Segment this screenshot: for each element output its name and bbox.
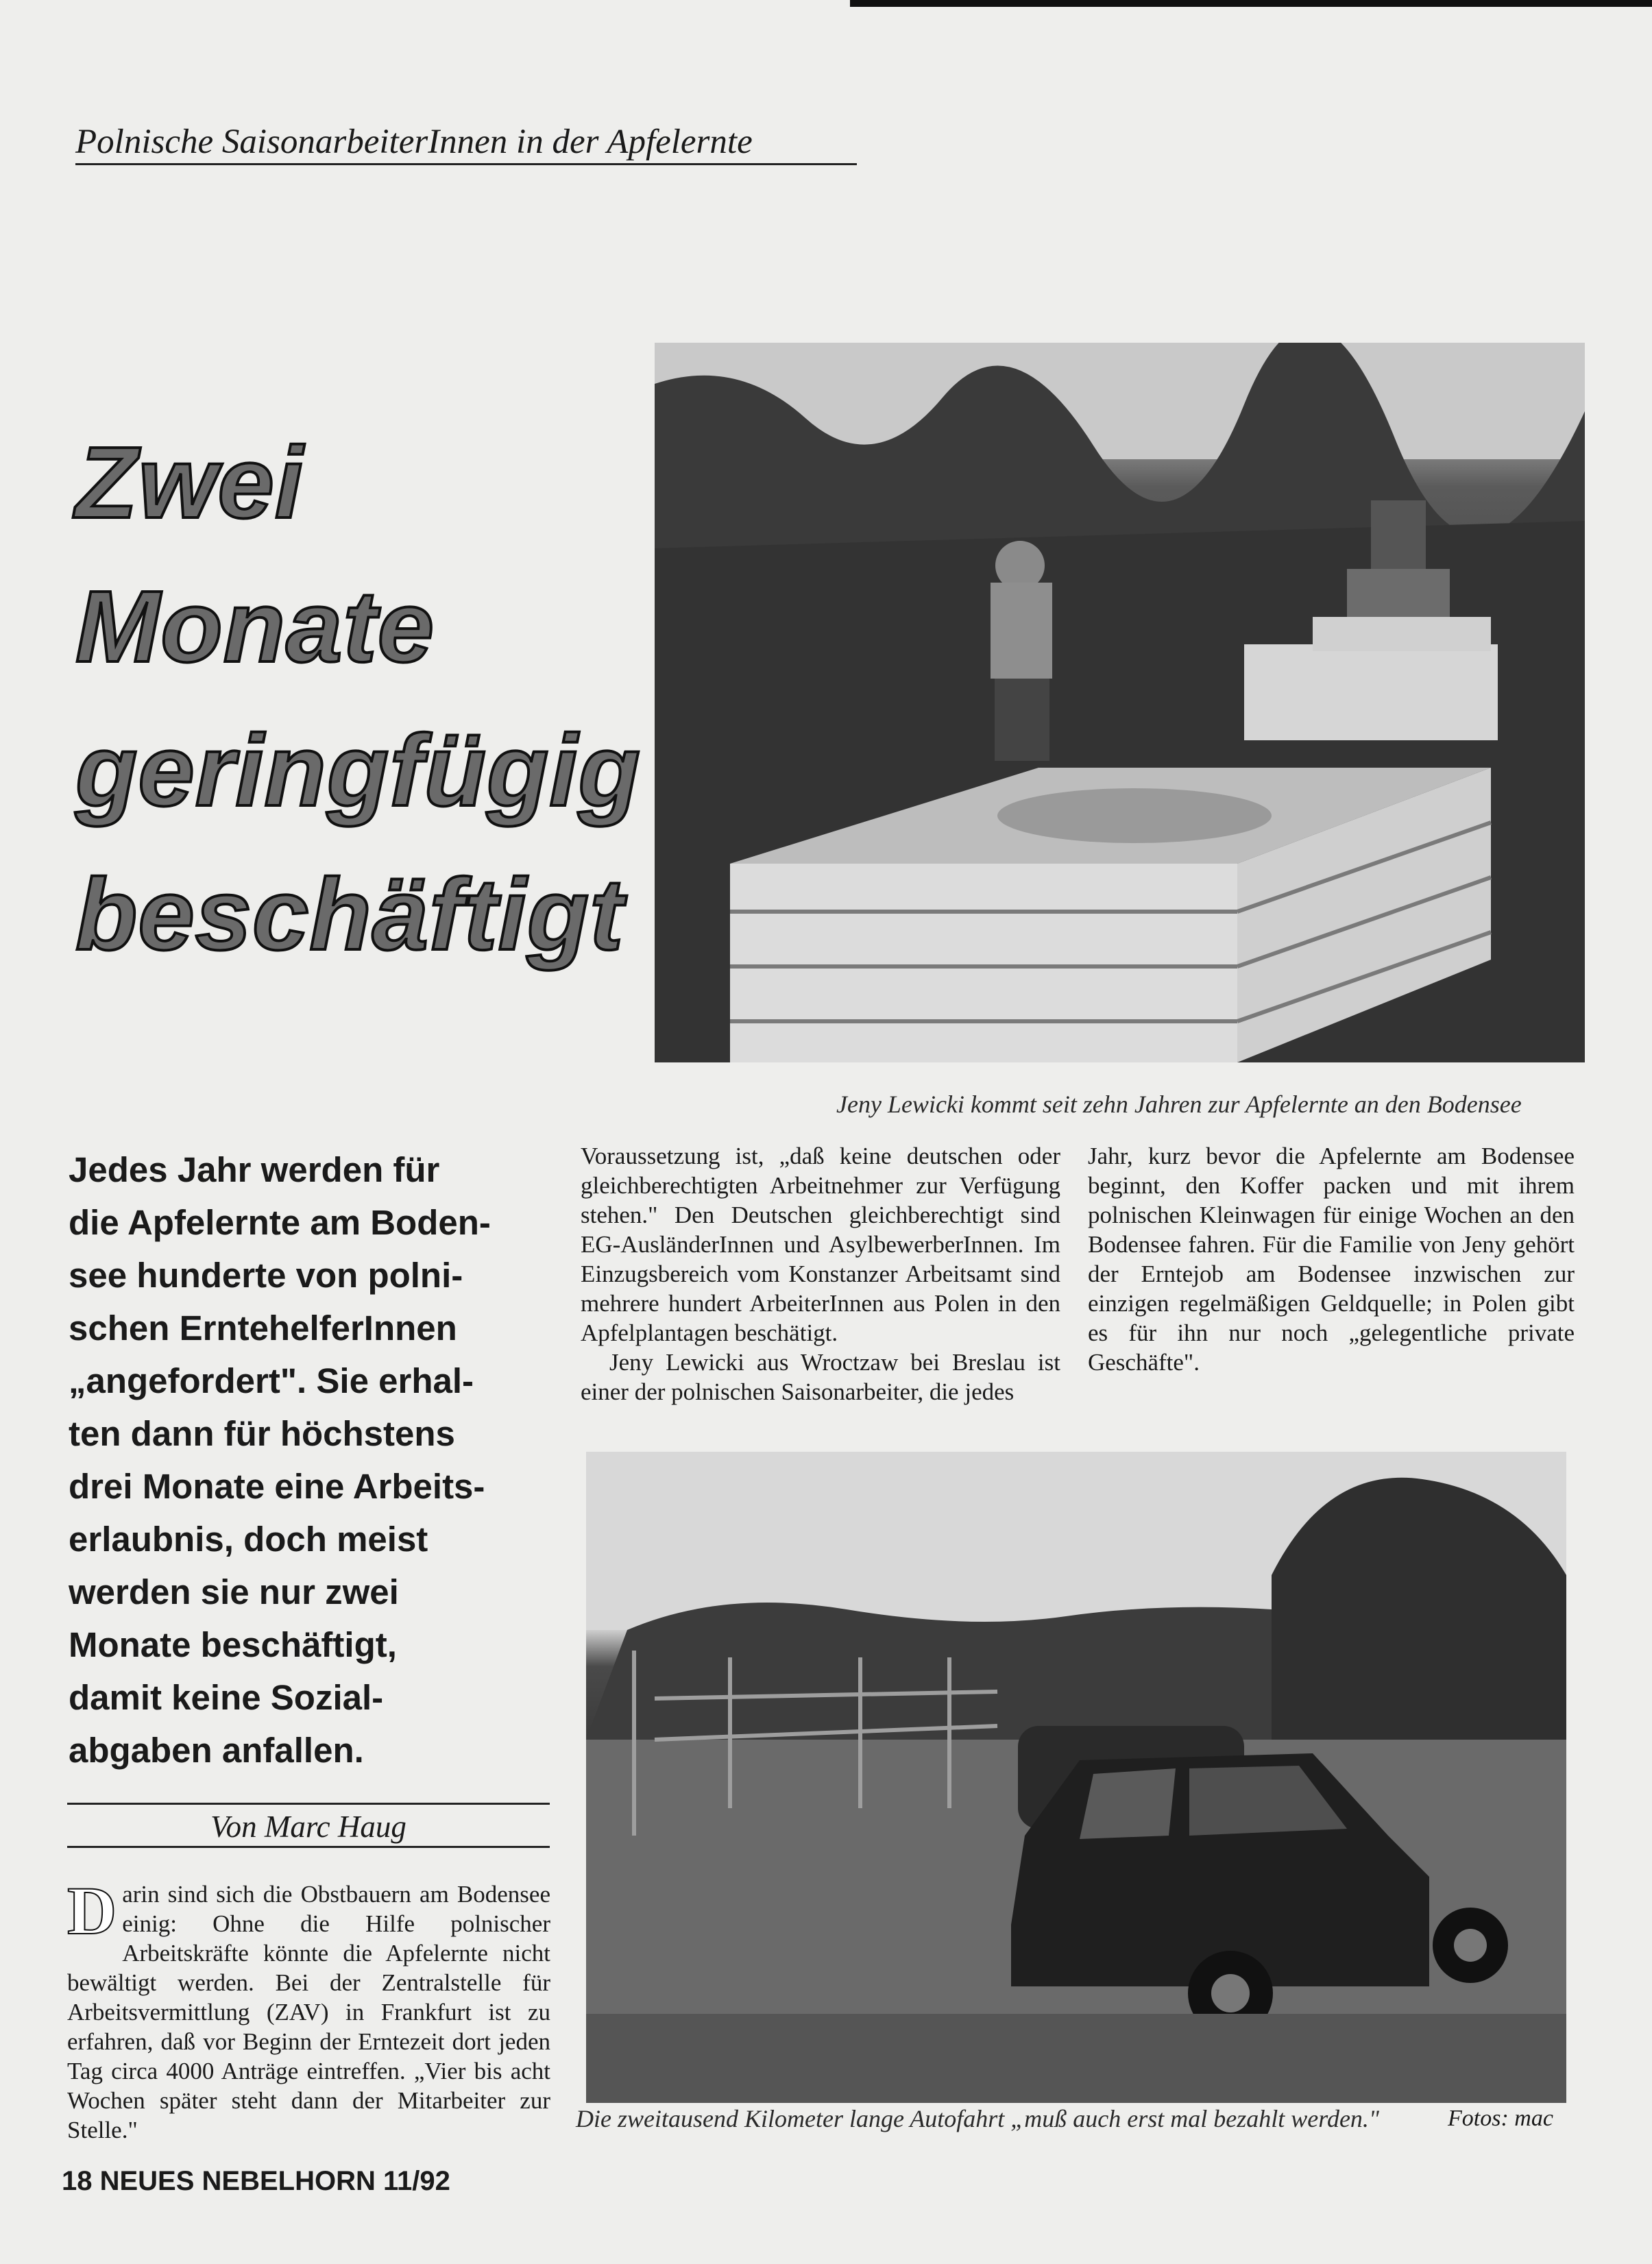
drop-cap: D	[67, 1873, 117, 1949]
lead-line: „angefordert". Sie erhal-	[69, 1361, 474, 1400]
photo-caption: Die zweitausend Kilometer lange Autofahrt „muß auch erst mal bezahlt werden."	[576, 2105, 1380, 2132]
headline	[75, 411, 658, 987]
byline: Von Marc Haug	[67, 1803, 550, 1848]
headline-line: geringfügig	[75, 714, 641, 827]
body-column-1	[67, 1873, 550, 2145]
body-paragraph	[67, 1873, 550, 2145]
photo-credit: Fotos: mac	[1448, 2106, 1553, 2131]
photo-apple-crates-drawing	[655, 343, 1585, 1062]
lead-line: ten dann für höchstens	[69, 1414, 455, 1453]
lead-line: damit keine Sozial-	[69, 1678, 384, 1717]
lead-line: erlaubnis, doch meist	[69, 1520, 428, 1559]
lead-line: werden sie nur zwei	[69, 1572, 399, 1611]
lead-paragraph	[69, 1143, 548, 1777]
photo-car-field-drawing	[586, 1452, 1566, 2103]
lead-line: Jedes Jahr werden für	[69, 1150, 440, 1189]
lead-line: Monate beschäftigt,	[69, 1625, 397, 1664]
lead-line: die Apfelernte am Boden-	[69, 1203, 491, 1242]
scan-edge	[850, 0, 1652, 7]
headline-line: Monate	[75, 570, 435, 683]
body-text: arin sind sich die Obstbauern am Bodensee einig: Ohne die Hilfe polnischer Arbeitskräfte könnte die Apfelernte nicht bewältigt werden. Bei der Zentralstelle für Arbeitsvermittlung (ZAV) in Frankfurt ist zu erfahren, daß vor Beginn der Erntezeit dort jeden Tag circa 4000 Anträge eintreffen. „Vier bis acht Wochen später steht dann der Mitarbeiter zur Stelle."	[67, 1881, 550, 2143]
kicker: Polnische SaisonarbeiterInnen in der Apfelernte	[75, 122, 857, 165]
photo-apple-crates	[655, 343, 1585, 1062]
photo-car-field	[586, 1452, 1566, 2103]
body-paragraph: Voraussetzung ist, „daß keine deutschen oder gleichberechtigten Arbeitnehmer zur Verfügung stehen." Den Deutschen gleichberechtigt sind EG-AusländerInnen und AsylbewerberInnen. Im Einzugsbereich vom Konstanzer Arbeitsamt sind mehrere hundert ArbeiterInnen aus Polen in den Apfelplantagen beschätigt.	[581, 1143, 1060, 1346]
lead-line: abgaben anfallen.	[69, 1731, 364, 1770]
body-column-2	[581, 1141, 1060, 1407]
body-column-3	[1088, 1141, 1575, 1377]
headline-line: Zwei	[75, 426, 304, 539]
lead-line: see hunderte von polni-	[69, 1256, 463, 1295]
lead-line: drei Monate eine Arbeits-	[69, 1467, 485, 1506]
body-paragraph: Jeny Lewicki aus Wroctzaw bei Breslau ist einer der polnischen Saisonarbeiter, die jedes	[581, 1349, 1060, 1405]
photo-caption: Jeny Lewicki kommt seit zehn Jahren zur Apfelernte an den Bodensee	[836, 1091, 1522, 1118]
lead-line: schen ErntehelferInnen	[69, 1309, 457, 1348]
page-footer: 18 NEUES NEBELHORN 11/92	[62, 2166, 450, 2196]
body-paragraph: Jahr, kurz bevor die Apfelernte am Bodensee beginnt, den Koffer packen und mit ihrem polnischen Kleinwagen für einige Wochen an den Bodensee fahren. Für die Familie von Jeny gehört der Erntejob am Bodensee inzwischen zur einzigen regelmäßigen Geldquelle; in Polen gibt es für ihn nur noch „gelegentliche private Geschäfte".	[1088, 1143, 1575, 1376]
headline-line: beschäftigt	[75, 858, 624, 971]
